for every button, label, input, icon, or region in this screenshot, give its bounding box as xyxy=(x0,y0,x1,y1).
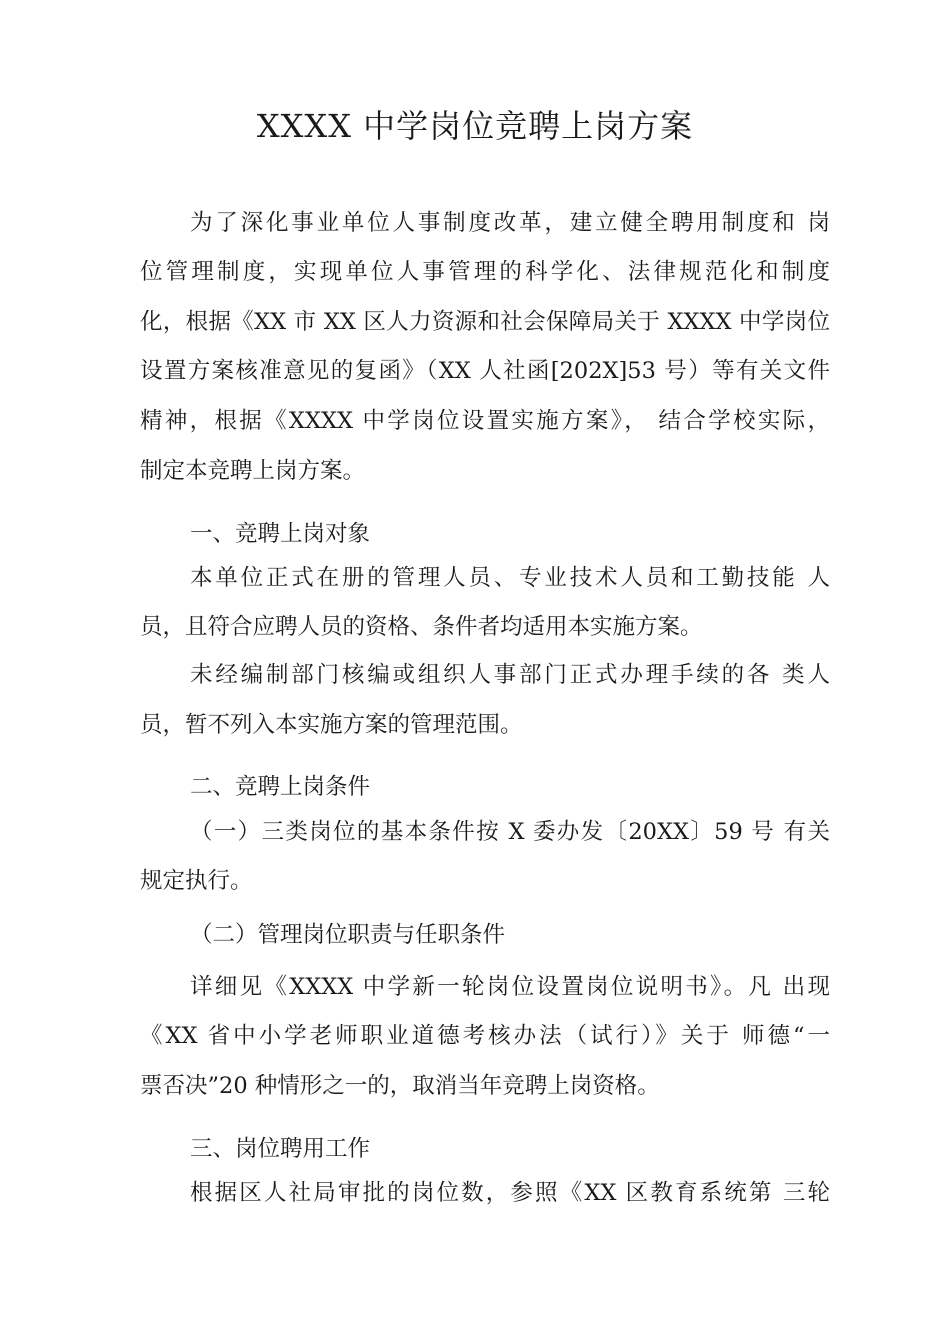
paragraph-line: 规定执行。 xyxy=(140,868,253,894)
paragraph-line: 精神，根据《XXXX 中学岗位设置实施方案》， 结合学校实际， xyxy=(140,408,830,434)
subsection-heading: （二）管理岗位职责与任职条件 xyxy=(190,922,506,948)
paragraph-line: 员，暂不列入本实施方案的管理范围。 xyxy=(140,712,523,738)
section-heading: 二、竞聘上岗条件 xyxy=(190,774,371,800)
paragraph-line: 《XX 省中小学老师职业道德考核办法（试行）》关于 师德“一 xyxy=(140,1023,830,1049)
document-title: XXXX 中学岗位竞聘上岗方案 xyxy=(256,107,694,145)
paragraph-line: （一）三类岗位的基本条件按 X 委办发〔20XX〕59 号 有关 xyxy=(190,819,830,845)
paragraph-line: 员，且符合应聘人员的资格、条件者均适用本实施方案。 xyxy=(140,614,703,640)
paragraph-line: 为了深化事业单位人事制度改革，建立健全聘用制度和 岗 xyxy=(190,210,830,236)
section-heading: 三、岗位聘用工作 xyxy=(190,1136,371,1162)
paragraph-line: 化，根据《XX 市 XX 区人力资源和社会保障局关于 XXXX 中学岗位 xyxy=(140,309,830,335)
paragraph-line: 设置方案核准意见的复函》（XX 人社函[202X]53 号）等有关文件 xyxy=(140,358,830,384)
section-heading: 一、竞聘上岗对象 xyxy=(190,521,371,547)
paragraph-line: 根据区人社局审批的岗位数，参照《XX 区教育系统第 三轮 xyxy=(190,1180,830,1206)
paragraph-line: 详细见《XXXX 中学新一轮岗位设置岗位说明书》。凡 出现 xyxy=(190,974,830,1000)
paragraph-line: 未经编制部门核编或组织人事部门正式办理手续的各 类人 xyxy=(190,662,830,688)
paragraph-line: 本单位正式在册的管理人员、专业技术人员和工勤技能 人 xyxy=(190,565,830,591)
paragraph-line: 票否决”20 种情形之一的，取消当年竞聘上岗资格。 xyxy=(140,1073,660,1099)
paragraph-line: 位管理制度，实现单位人事管理的科学化、法律规范化和制度 xyxy=(140,259,830,285)
paragraph-line: 制定本竞聘上岗方案。 xyxy=(140,458,366,484)
